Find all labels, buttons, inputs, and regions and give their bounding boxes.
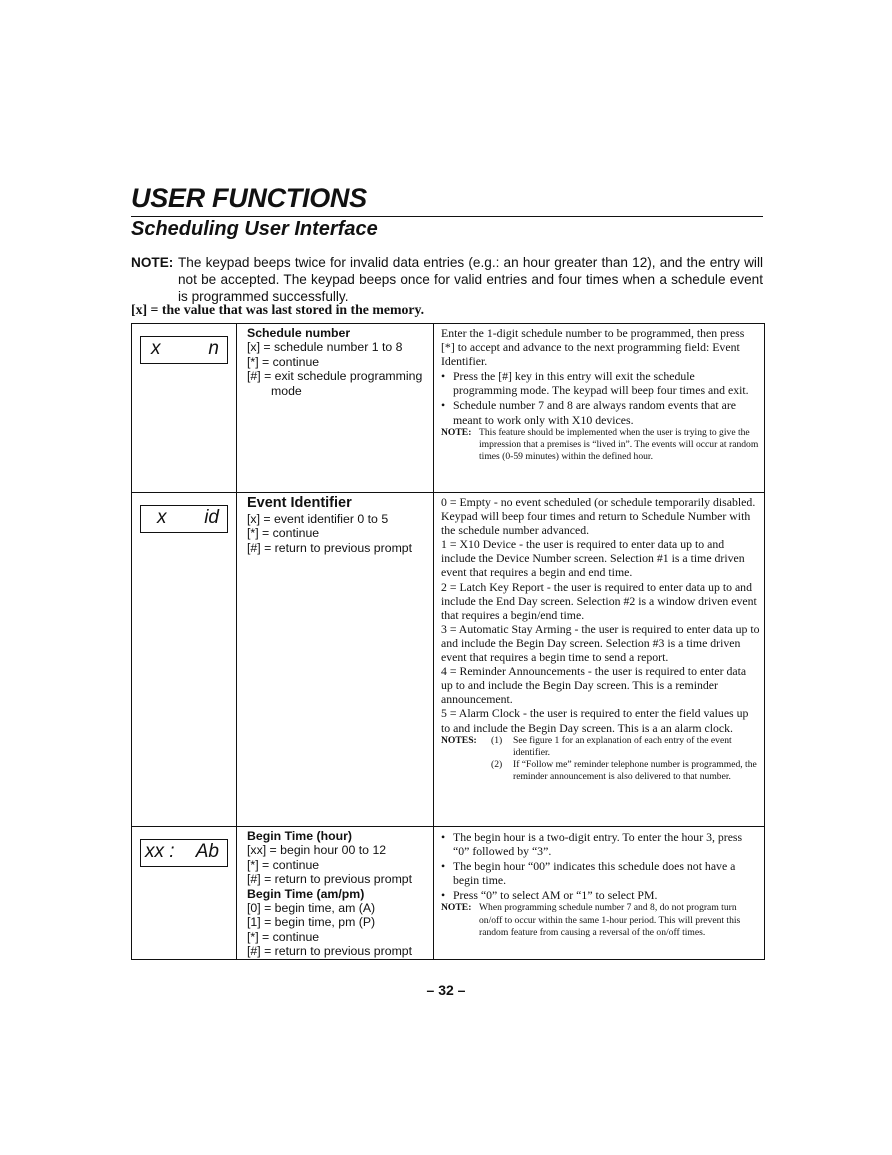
table-row: [132, 324, 765, 493]
row-note-text: This feature should be implemented when the user is trying to give the impression that a premises is “lived in”. The events will occur at random times (0-59 minutes) within the defined hour.: [479, 426, 759, 463]
table-row: [132, 493, 765, 827]
entry-line: [#] = return to previous prompt: [247, 944, 413, 959]
memory-legend: [x] = the value that was last stored in the memory.: [131, 302, 425, 317]
display-left-text: xx :: [145, 841, 175, 862]
numbered-note: [491, 759, 760, 784]
numbered-note: [491, 735, 760, 760]
intro-note: [131, 254, 763, 305]
row-notes: [441, 735, 760, 784]
entry-line: [x] = schedule number 1 to 8: [247, 340, 403, 355]
display-cell: [132, 493, 237, 827]
row-note-label: NOTE:: [441, 902, 472, 914]
note-number: (2): [491, 759, 503, 771]
entry-line: [*] = continue: [247, 526, 320, 541]
entry-cell: [237, 324, 434, 493]
entry-line: mode: [271, 383, 302, 398]
row-note: [441, 902, 760, 939]
keypad-display: [140, 336, 228, 364]
entry-line: [0] = begin time, am (A): [247, 901, 376, 916]
page-number: – 32 –: [426, 982, 466, 998]
note-number: (1): [491, 734, 503, 746]
entry-line: [1] = begin time, pm (P): [247, 915, 376, 930]
display-right-text: Ab: [195, 841, 219, 862]
schedule-table: [131, 323, 765, 960]
entry-line: [xx] = begin hour 00 to 12: [247, 843, 387, 858]
note-text: The keypad beeps twice for invalid data entries (e.g.: an hour greater than 12), and the entry will not be accepted. The keypad beeps once for valid entries and four times when a schedule event is programmed successfully.: [178, 255, 763, 304]
description-cell: [434, 827, 765, 960]
entry-line: [*] = continue: [247, 857, 320, 872]
row-note-text: When programming schedule number 7 and 8, do not program turn on/off to occur within the same 1-hour period. This will prevent this random feature from causing a reversal of the on/off times.: [479, 902, 741, 939]
event-option: 5 = Alarm Clock - the user is required to enter the field values up to and include the Begin Day screen. This is a an alarm clock.: [441, 706, 749, 735]
keypad-display: [140, 839, 228, 867]
event-option: 0 = Empty - no event scheduled (or schedule temporarily disabled. Keypad will beep four times and return to Schedule Number with the schedule number advanced.: [441, 495, 756, 538]
display-right-text: n: [208, 338, 219, 359]
event-option: 1 = X10 Device - the user is required to enter data up to and include the Device Number screen. Selection #1 is a time driven event that requires a begin and end time.: [441, 537, 745, 580]
bullet-item: • Press the [#] key in this entry will exit the schedule programming mode. The keypad will beep four times and exit.: [441, 369, 760, 397]
entry-line: [x] = event identifier 0 to 5: [247, 512, 389, 526]
bullet-item: • Schedule number 7 and 8 are always random events that are meant to work only with X10 devices.: [441, 398, 760, 426]
entry-heading: Schedule number: [247, 326, 351, 340]
display-left-text: x: [151, 338, 161, 359]
entry-line: [#] = exit schedule programming: [247, 369, 423, 384]
keypad-display: [140, 505, 228, 533]
entry-heading: Begin Time (hour): [247, 829, 352, 843]
event-option: 3 = Automatic Stay Arming - the user is required to enter data up to and include the Begin Day screen. Selection #3 is a time driven event that requires a begin time to send a report.: [441, 621, 760, 665]
section-subtitle: Scheduling User Interface: [131, 218, 378, 240]
entry-heading: Event Identifier: [247, 495, 352, 511]
table-row: [132, 827, 765, 960]
entry-line: [*] = continue: [247, 929, 320, 944]
row-note: [441, 427, 760, 464]
description-cell: [434, 493, 765, 827]
note-text: If “Follow me” reminder telephone number is programmed, the reminder announcement is also delivered to that number.: [513, 759, 757, 783]
bullet-item: • Press “0” to select AM or “1” to select PM.: [441, 888, 760, 902]
entry-cell: [237, 827, 434, 960]
bullet-item: • The begin hour “00” indicates this schedule does not have a begin time.: [441, 859, 760, 887]
event-option: 4 = Reminder Announcements - the user is required to enter data up to and include the Begin Day screen. This is a reminder announcement.: [441, 664, 747, 707]
entry-line: [#] = return to previous prompt: [247, 540, 413, 555]
event-option: 2 = Latch Key Report - the user is required to enter data up to and include the End Day screen. Selection #2 is a window driven event that requires a begin/end time.: [441, 579, 757, 622]
entry-cell: [237, 493, 434, 827]
description-cell: [434, 324, 765, 493]
bullet-item: • The begin hour is a two-digit entry. To enter the hour 3, press “0” followed by “3”.: [441, 830, 760, 858]
row-notes-label: NOTES:: [441, 734, 477, 746]
entry-line: [#] = return to previous prompt: [247, 872, 413, 887]
display-cell: [132, 827, 237, 960]
display-left-text: x: [157, 507, 167, 528]
title-divider: [131, 216, 763, 217]
row-note-label: NOTE:: [441, 426, 472, 438]
note-label: NOTE:: [131, 255, 174, 270]
description-text: Enter the 1-digit schedule number to be programmed, then press [*] to accept and advance to the next programming field: Event Identifier.: [441, 326, 745, 369]
entry-line: [*] = continue: [247, 354, 320, 369]
display-cell: [132, 324, 237, 493]
entry-heading: Begin Time (am/pm): [247, 886, 365, 901]
page-title: USER FUNCTIONS: [131, 183, 367, 213]
display-right-text: id: [204, 507, 219, 528]
note-text: See figure 1 for an explanation of each entry of the event identifier.: [513, 734, 732, 758]
